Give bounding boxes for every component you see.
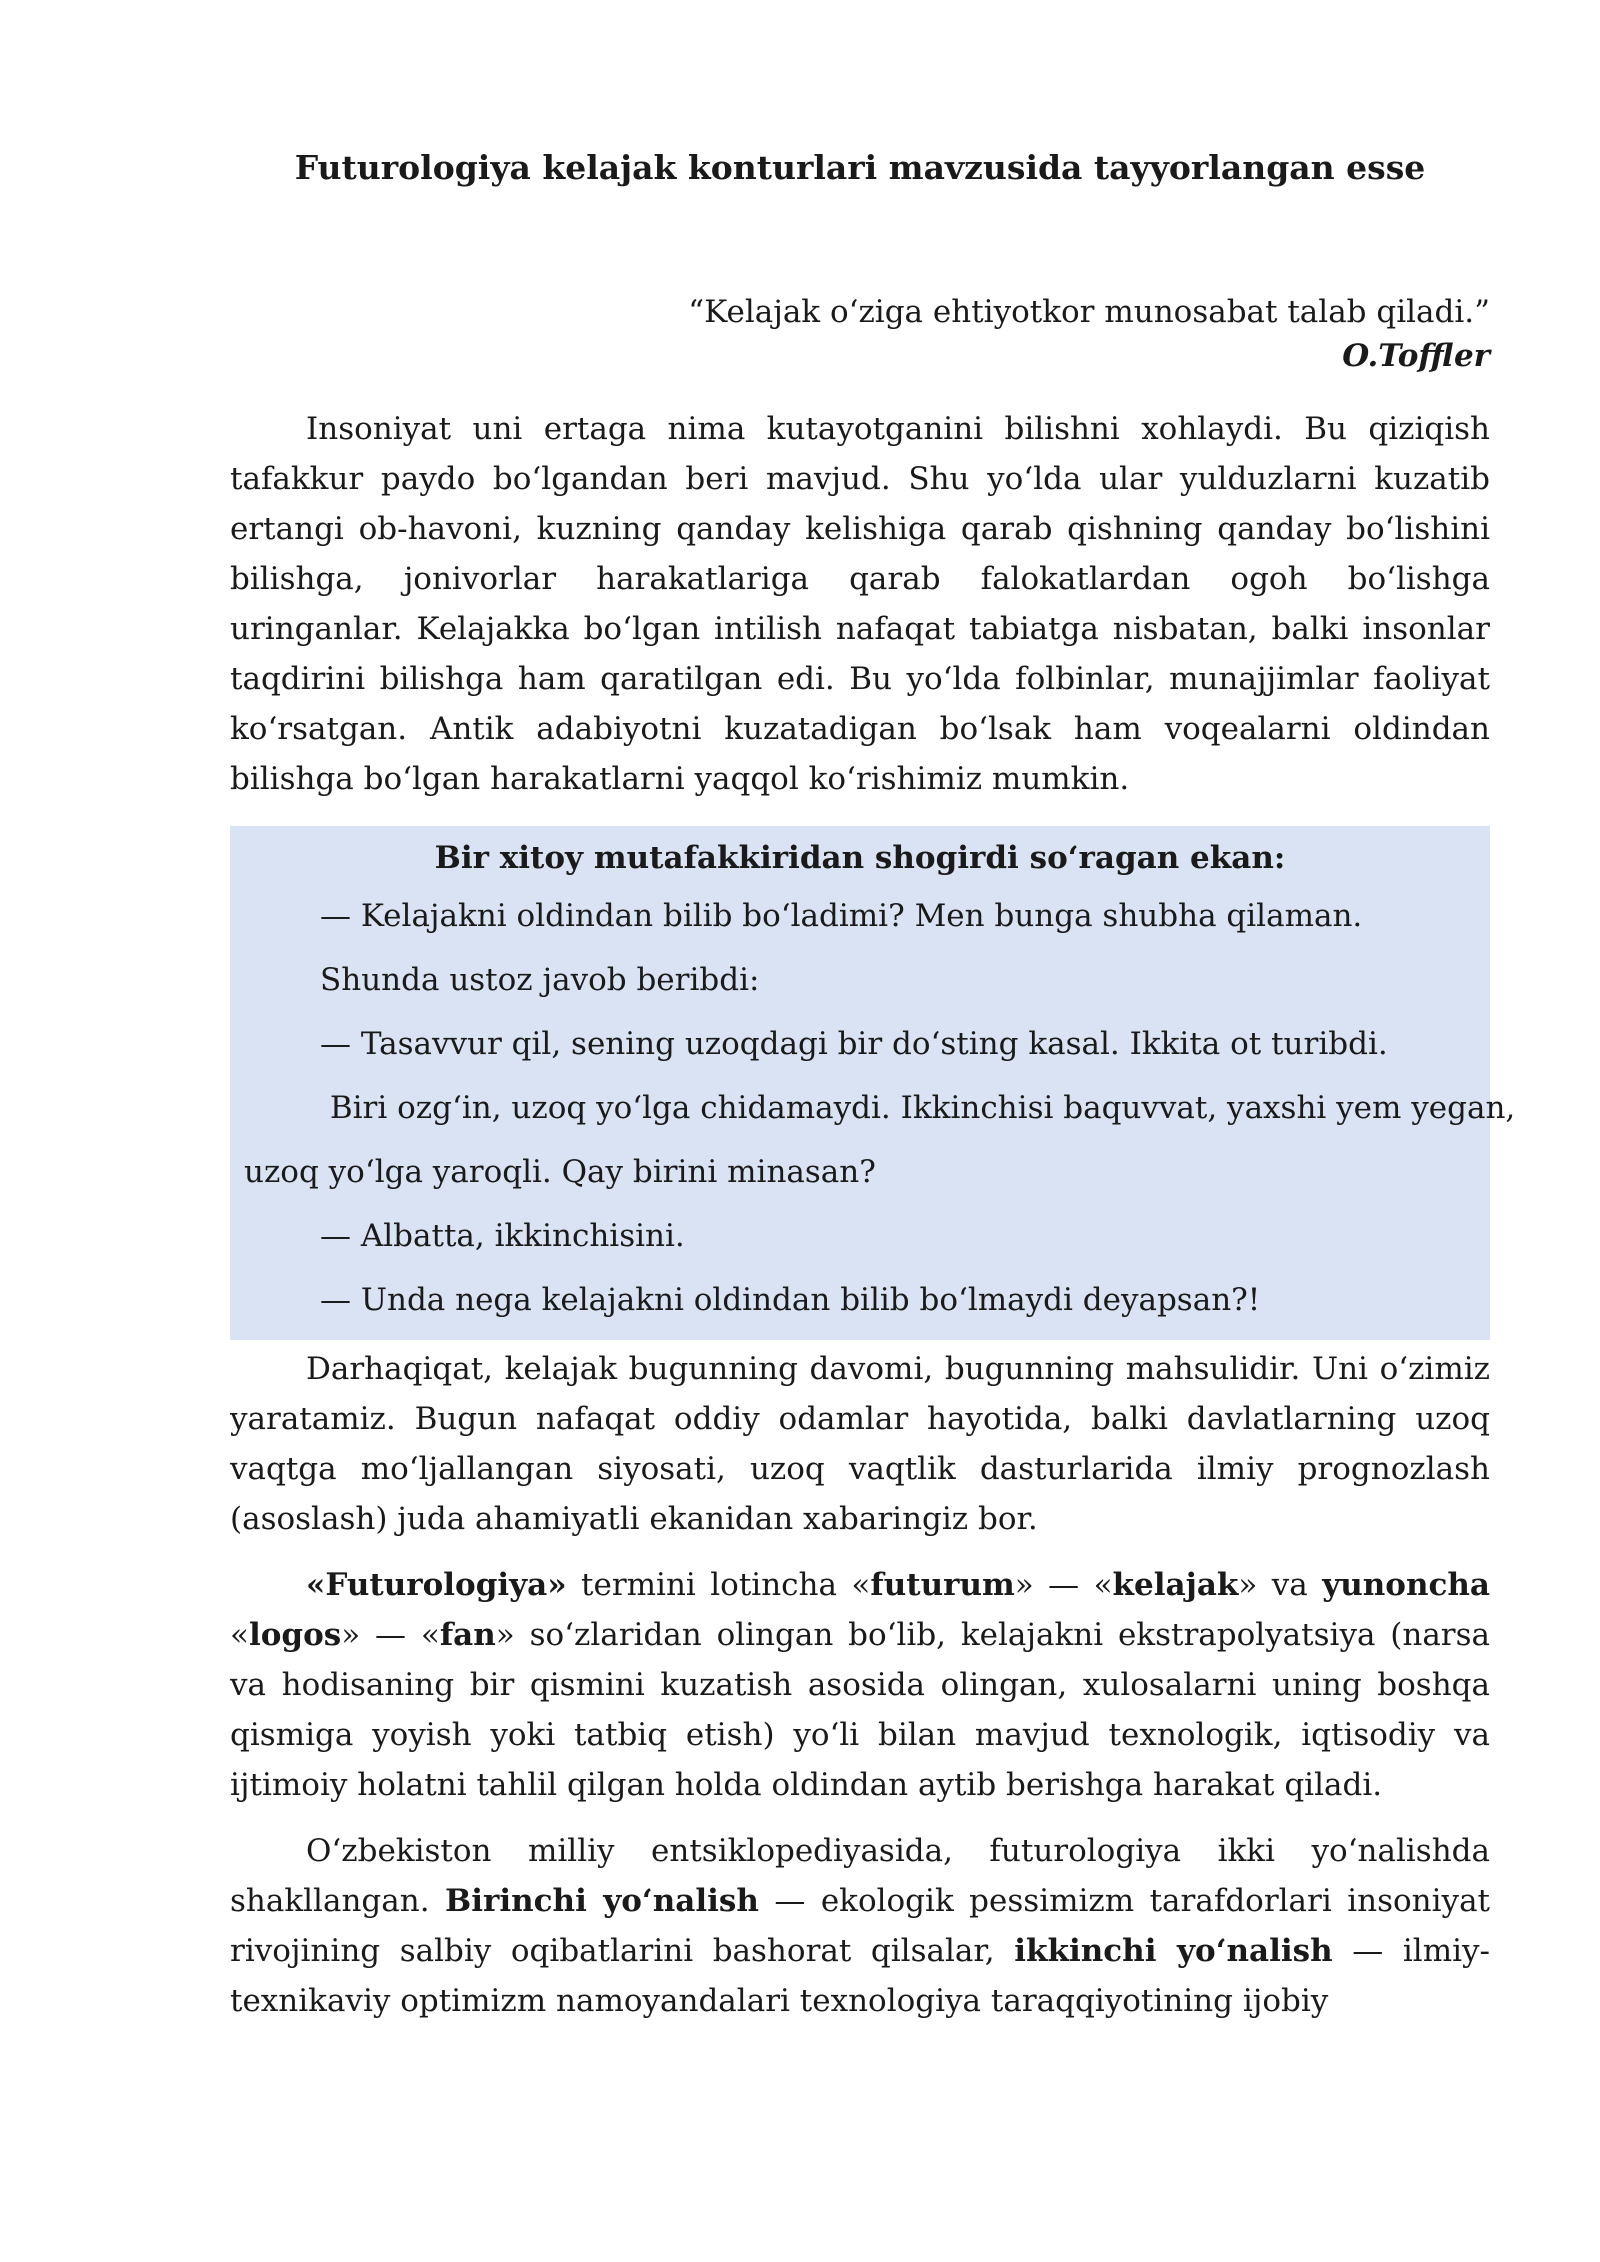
dialogue-line: uzoq yoʻlga yaroqli. Qay birini minasan? (244, 1154, 876, 1190)
text-run: » — « (1014, 1567, 1113, 1603)
paragraph-3 (230, 1560, 1490, 1810)
term-birinchi-yonalish: Birinchi yoʻnalish (445, 1883, 759, 1919)
epigraph-author: O.Toffler (1342, 338, 1490, 374)
document-title: Futurologiya kelajak konturlari mavzusida tayyorlangan esse (294, 148, 1426, 187)
text-run: — ekologik pessimizm tarafdorlari insoniyat rivojining salbiy oqibatlarini bashorat qilsalar, (230, 1883, 1491, 1969)
epigraph-quote: “Kelajak oʻziga ehtiyotkor munosabat talab qiladi.” (688, 294, 1490, 330)
dialogue-line: — Kelajakni oldindan bilib boʻladimi? Men bunga shubha qilaman. (320, 898, 1363, 934)
epigraph (688, 290, 1490, 378)
term-fan: fan (439, 1617, 496, 1653)
dialogue-line: — Tasavvur qil, sening uzoqdagi bir doʻsting kasal. Ikkita ot turibdi. (320, 1026, 1388, 1062)
term-futurum: futurum (870, 1567, 1015, 1603)
term-kelajak: kelajak (1112, 1567, 1239, 1603)
dialogue-title: Bir xitoy mutafakkiridan shogirdi soʻragan ekan: (434, 840, 1286, 876)
text-run: Oʻzbekiston milliy entsiklopediyasida, futurologiya ikki yoʻnalishda shakllangan. (230, 1833, 1490, 1919)
term-futurologiya: «Futurologiya» (306, 1567, 567, 1603)
text-run: » — « (341, 1617, 440, 1653)
dialogue-line: — Albatta, ikkinchisini. (320, 1218, 685, 1254)
paragraph-2: Darhaqiqat, kelajak bugunning davomi, bugunning mahsulidir. Uni oʻzimiz yaratamiz. Bugun nafaqat oddiy odamlar hayotida, balki davlatlarning uzoq vaqtga moʻljallangan siyosati, uzoq vaqtlik dasturlarida ilmiy prognozlash (asoslash) juda ahamiyatli ekanidan xabaringiz bor. (230, 1351, 1490, 1537)
dialogue-box (230, 826, 1516, 1340)
text-run: termini lotincha « (566, 1567, 871, 1603)
dialogue-line: Biri ozgʻin, uzoq yoʻlga chidamaydi. Ikkinchisi baquvvat, yaxshi yem yegan, (320, 1090, 1516, 1126)
term-yunoncha: yunoncha (1322, 1567, 1491, 1603)
dialogue-line: — Unda nega kelajakni oldindan bilib boʻlmaydi deyapsan?! (320, 1282, 1261, 1318)
text-run: » soʻzlaridan olingan boʻlib, kelajakni ekstrapolyatsiya (narsa va hodisaning bir qismini kuzatish asosida olingan, xulosalarni uning boshqa qismiga yoyish yoki tatbiq etish) yoʻli bilan mavjud texnologik, iqtisodiy va ijtimoiy holatni tahlil qilgan holda oldindan aytib berishga harakat qiladi. (230, 1617, 1491, 1803)
paragraph-4 (230, 1826, 1490, 2026)
text-run: » va (1238, 1567, 1323, 1603)
term-logos: logos (248, 1617, 342, 1653)
paragraph-1: Insoniyat uni ertaga nima kutayotganini bilishni xohlaydi. Bu qiziqish tafakkur paydo boʻlgandan beri mavjud. Shu yoʻlda ular yulduzlarni kuzatib ertangi ob-havoni, kuzning qanday kelishiga qarab qishning qanday boʻlishini bilishga, jonivorlar harakatlariga qarab falokatlardan ogoh boʻlishga uringanlar. Kelajakka boʻlgan intilish nafaqat tabiatga nisbatan, balki insonlar taqdirini bilishga ham qaratilgan edi. Bu yoʻlda folbinlar, munajjimlar faoliyat koʻrsatgan. Antik adabiyotni kuzatadigan boʻlsak ham voqealarni oldindan bilishga boʻlgan harakatlarni yaqqol koʻrishimiz mumkin. (230, 411, 1490, 797)
text-run: — ilmiy-texnikaviy optimizm namoyandalari texnologiya taraqqiyotining ijobiy (230, 1933, 1491, 2019)
dialogue-line: Shunda ustoz javob beribdi: (320, 962, 760, 998)
term-ikkinchi-yonalish: ikkinchi yoʻnalish (1014, 1933, 1333, 1969)
text-run: « (230, 1617, 249, 1653)
